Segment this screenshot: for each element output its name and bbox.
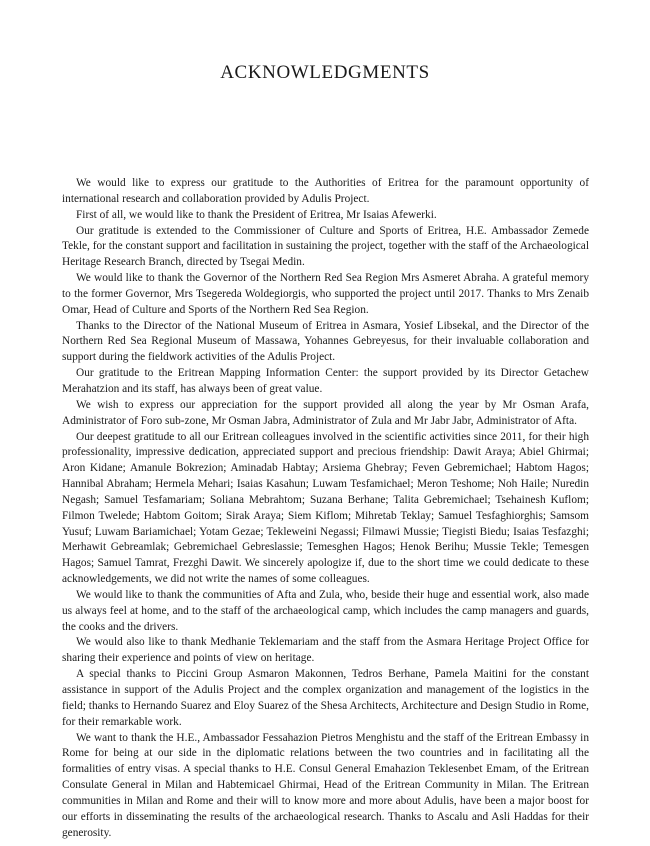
- paragraph: Our gratitude is extended to the Commissioner of Culture and Sports of Eritrea, H.E. Ambassador Zemede Tekle, for the constant support and facilitation in sustaining the project, together with the staff of the Archaeological Heritage Research Branch, directed by Tsegai Medin.: [62, 224, 589, 269]
- paragraph: First of all, we would like to thank the President of Eritrea, Mr Isaias Afewerki.: [76, 208, 437, 221]
- paragraph: We would like to thank the communities of Afta and Zula, who, beside their huge and essential work, also made us always feel at home, and to the staff of the archaeological camp, which includes the camp managers and guards, the cooks and the drivers.: [62, 588, 589, 633]
- paragraph: We would like to express our gratitude to the Authorities of Eritrea for the paramount opportunity of international research and collaboration provided by Adulis Project.: [62, 177, 589, 205]
- page-title: ACKNOWLEDGMENTS: [220, 62, 430, 83]
- paragraph: We want to thank the H.E., Ambassador Fessahazion Pietros Menghistu and the staff of the Eritrean Embassy in Rome for being at our side in the diplomatic relations between the two countries and in facilitating all the formalities of entry visas. A special thanks to H.E. Consul General Emahazion Teklesenbet Emam, of the Eritrean Consulate General in Milan and Habtemicael Ghirmai, Head of the Eritrean Community in Milan. The Eritrean communities in Milan and Rome and their will to know more and more about Adulis, have been a major boost for our efforts in disseminating the results of the archaeological research. Thanks to Ascalu and Asli Haddas for their generosity.: [62, 731, 589, 839]
- paragraph: We would like to thank the Governor of the Northern Red Sea Region Mrs Asmeret Abraha. A grateful memory to the former Governor, Mrs Tsegereda Woldegiorgis, who supported the project until 2017. Thanks to Mrs Zenaib Omar, Head of Culture and Sports of the Northern Red Sea Region.: [62, 272, 589, 316]
- paragraph: Thanks to the Director of the National Museum of Eritrea in Asmara, Yosief Libsekal, and the Director of the Northern Red Sea Regional Museum of Massawa, Yohannes Gebreyesus, for their invaluable collaboration and support during the fieldwork activities of the Adulis Project.: [62, 319, 589, 364]
- acknowledgments-body: [62, 176, 589, 841]
- paragraph: A special thanks to Piccini Group Asmaron Makonnen, Tedros Berhane, Pamela Maitini for the constant assistance in support of the Adulis Project and the complex organization and management of the logistics in the field; thanks to Hernando Suarez and Eloy Suarez of the Shesa Architects, Architecture and Design Studio in Rome, for their remarkable work.: [62, 668, 589, 728]
- paragraph: We wish to express our appreciation for the support provided all along the year by Mr Osman Arafa, Administrator of Foro sub-zone, Mr Osman Jabra, Administrator of Zula and Mr Jabr Jabr, Administrator of Afta.: [62, 398, 589, 427]
- paragraph: We would also like to thank Medhanie Teklemariam and the staff from the Asmara Heritage Project Office for sharing their experience and points of view on heritage.: [62, 636, 589, 665]
- paragraph: Our deepest gratitude to all our Eritrean colleagues involved in the scientific activities since 2011, for their high professionality, impressive dedication, appreciated support and precious friendship: Dawit Araya; Abiel Ghirmai; Aron Kidane; Amanule Bokrezion; Aminadab Habtay; Arsiema Ghebray; Feven Gebremichael; Habtom Hagos; Hannibal Abraham; Hermela Mehari; Isaias Kasahun; Luwam Tesfamichael; Meron Teshome; Noh Haile; Nuredin Negash; Samuel Tesfamariam; Soliana Mebrahtom; Suzana Berhane; Talita Gebremichael; Tsehainesh Kuflom; Filmon Twelede; Habtom Goitom; Sirak Araya; Siem Kiflom; Mihretab Teklay; Samuel Tesfaghiorghis; Samsom Yusuf; Luwam Bariamichael; Yotam Gezae; Tekleweini Negassi; Filmawi Mussie; Tiegisti Biedu; Isaias Tesfazghi; Merhawit Gebreamlak; Gebremichael Gebreslassie; Temesghen Hagos; Henok Berihu; Mussie Tekle; Temesgen Hagos; Samuel Tamrat, Frezghi Dawit. We sincerely apologize if, due to the short time we could dedicate to these acknowledgements, we did not write the names of some colleagues.: [62, 430, 589, 586]
- paragraph: Our gratitude to the Eritrean Mapping Information Center: the support provided by its Director Getachew Merahatzion and its staff, has always been of great value.: [62, 367, 589, 395]
